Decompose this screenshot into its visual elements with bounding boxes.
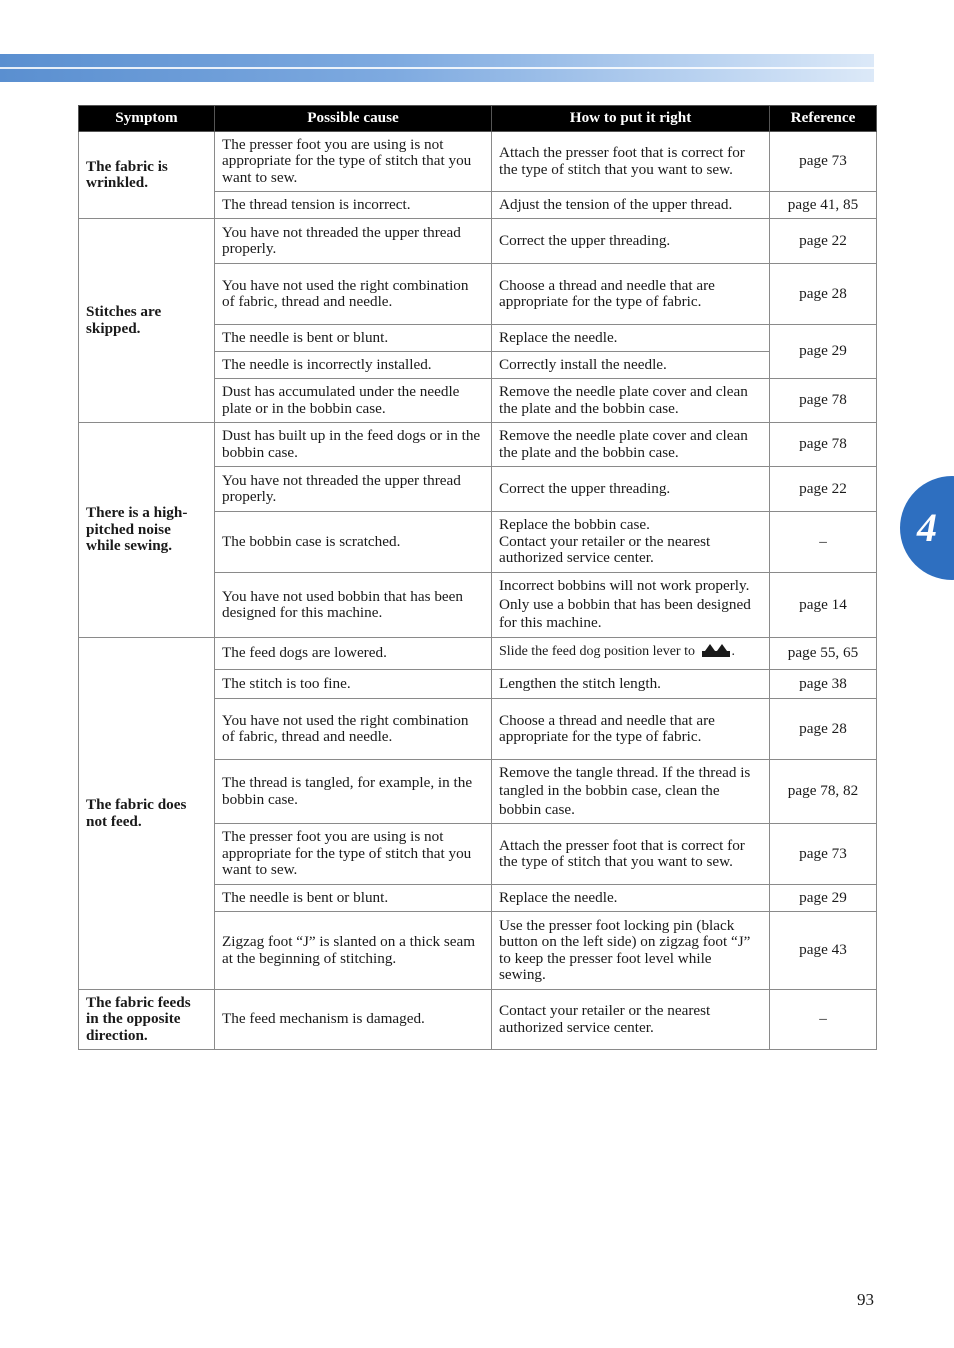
header-band-divider — [0, 67, 874, 69]
reference-cell: page 29 — [770, 885, 877, 912]
reference-cell: page 22 — [770, 219, 877, 264]
cause-cell: You have not used the right combination of fabric, thread and needle. — [215, 699, 492, 760]
table-row — [79, 990, 877, 1050]
reference-cell: page 73 — [770, 132, 877, 192]
table-row — [79, 423, 877, 467]
troubleshooting-table — [78, 105, 877, 1050]
fix-cell: Attach the presser foot that is correct for the type of stitch that you want to sew. — [492, 824, 770, 885]
header-how-to-fix: How to put it right — [492, 106, 770, 132]
cause-cell: The presser foot you are using is not appropriate for the type of stitch that you want to sew. — [215, 824, 492, 885]
reference-cell: page 38 — [770, 670, 877, 699]
fix-cell: Choose a thread and needle that are appropriate for the type of fabric. — [492, 699, 770, 760]
cause-cell: You have not threaded the upper thread properly. — [215, 219, 492, 264]
reference-cell: page 73 — [770, 824, 877, 885]
fix-cell: Remove the tangle thread. If the thread is tangled in the bobbin case, clean the bobbin case. — [492, 760, 770, 824]
table-row — [79, 638, 877, 670]
cause-cell: You have not threaded the upper thread properly. — [215, 467, 492, 512]
reference-cell: page 41, 85 — [770, 192, 877, 219]
header-possible-cause: Possible cause — [215, 106, 492, 132]
fix-cell: Attach the presser foot that is correct for the type of stitch that you want to sew. — [492, 132, 770, 192]
reference-cell: page 22 — [770, 467, 877, 512]
fix-cell — [492, 638, 770, 670]
fix-text: Slide the feed dog position lever to — [499, 644, 695, 660]
symptom-cell: The fabric feeds in the opposite direction. — [79, 990, 215, 1050]
reference-cell: – — [770, 512, 877, 573]
fix-cell: Remove the needle plate cover and clean the plate and the bobbin case. — [492, 423, 770, 467]
feed-dog-raised-icon — [701, 643, 731, 664]
cause-cell: The needle is incorrectly installed. — [215, 352, 492, 379]
fix-cell: Replace the needle. — [492, 885, 770, 912]
reference-cell: page 78, 82 — [770, 760, 877, 824]
cause-cell: The feed dogs are lowered. — [215, 638, 492, 670]
fix-cell: Incorrect bobbins will not work properly. Only use a bobbin that has been designed for this machine. — [492, 573, 770, 638]
fix-cell: Correctly install the needle. — [492, 352, 770, 379]
reference-cell: page 78 — [770, 379, 877, 423]
reference-cell: page 14 — [770, 573, 877, 638]
reference-cell: page 43 — [770, 912, 877, 990]
cause-cell: The stitch is too fine. — [215, 670, 492, 699]
page-number: 93 — [857, 1290, 874, 1309]
fix-cell: Correct the upper threading. — [492, 467, 770, 512]
cause-cell: The bobbin case is scratched. — [215, 512, 492, 573]
cause-cell: Zigzag foot “J” is slanted on a thick seam at the beginning of stitching. — [215, 912, 492, 990]
fix-cell: Adjust the tension of the upper thread. — [492, 192, 770, 219]
cause-cell: You have not used the right combination of fabric, thread and needle. — [215, 264, 492, 325]
fix-cell: Use the presser foot locking pin (black button on the left side) on zigzag foot “J” to keep the presser foot level while sewing. — [492, 912, 770, 990]
cause-cell: You have not used bobbin that has been designed for this machine. — [215, 573, 492, 638]
fix-line: Replace the bobbin case. — [499, 516, 650, 534]
table-header-row — [79, 106, 877, 132]
reference-cell: page 78 — [770, 423, 877, 467]
cause-cell: The feed mechanism is damaged. — [215, 990, 492, 1050]
fix-cell — [492, 512, 770, 573]
header-symptom: Symptom — [79, 106, 215, 132]
cause-cell: The needle is bent or blunt. — [215, 885, 492, 912]
symptom-cell: The fabric does not feed. — [79, 638, 215, 990]
fix-cell: Lengthen the stitch length. — [492, 670, 770, 699]
fix-cell: Choose a thread and needle that are appropriate for the type of fabric. — [492, 264, 770, 325]
fix-cell: Replace the needle. — [492, 325, 770, 352]
fix-line: Contact your retailer or the nearest authorized service center. — [499, 532, 711, 567]
reference-cell: – — [770, 990, 877, 1050]
fix-cell: Correct the upper threading. — [492, 219, 770, 264]
chapter-number: 4 — [917, 505, 937, 550]
reference-cell: page 55, 65 — [770, 638, 877, 670]
cause-cell: The needle is bent or blunt. — [215, 325, 492, 352]
header-reference: Reference — [770, 106, 877, 132]
reference-cell: page 29 — [770, 325, 877, 379]
cause-cell: The thread is tangled, for example, in the bobbin case. — [215, 760, 492, 824]
symptom-cell: The fabric is wrinkled. — [79, 132, 215, 219]
fix-cell: Contact your retailer or the nearest authorized service center. — [492, 990, 770, 1050]
table-row — [79, 219, 877, 264]
symptom-cell: Stitches are skipped. — [79, 219, 215, 423]
cause-cell: The presser foot you are using is not appropriate for the type of stitch that you want to sew. — [215, 132, 492, 192]
fix-cell: Remove the needle plate cover and clean the plate and the bobbin case. — [492, 379, 770, 423]
symptom-cell: There is a high-pitched noise while sewing. — [79, 423, 215, 638]
cause-cell: Dust has built up in the feed dogs or in the bobbin case. — [215, 423, 492, 467]
cause-cell: Dust has accumulated under the needle plate or in the bobbin case. — [215, 379, 492, 423]
reference-cell: page 28 — [770, 699, 877, 760]
table-row — [79, 132, 877, 192]
cause-cell: The thread tension is incorrect. — [215, 192, 492, 219]
reference-cell: page 28 — [770, 264, 877, 325]
fix-text-end: . — [731, 644, 735, 660]
